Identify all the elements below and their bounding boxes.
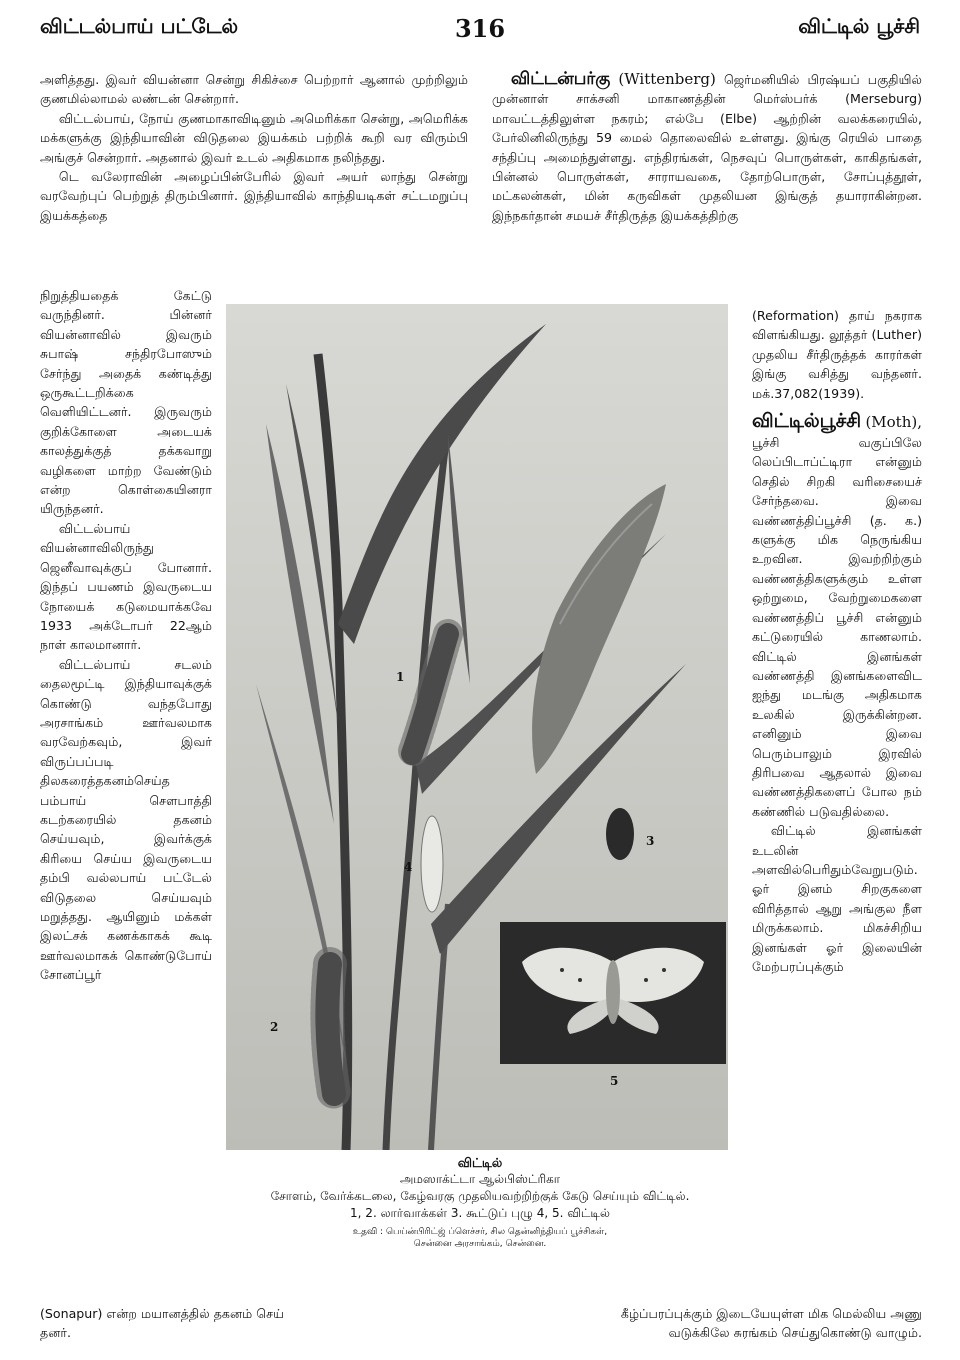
caption-credit-line: உதவி : பெய்ன்பிரிட்ஜ் ப்ளெச்சர், சில தென்னிந்தியப் பூச்சிகள், xyxy=(352,1227,608,1237)
running-head-right: விட்டில் பூச்சி xyxy=(798,14,920,38)
figure-label-3: 3 xyxy=(646,834,655,848)
article-wittenberg xyxy=(492,70,922,225)
caption-parts: 1, 2. லார்வாக்கள் 3. கூட்டுப் புழு 4, 5. விட்டில் xyxy=(350,1206,610,1220)
moth-inset-photo xyxy=(500,922,726,1064)
article-heading: விட்டன்பர்கு xyxy=(510,69,611,89)
running-head-left: விட்டல்பாய் பட்டேல் xyxy=(40,14,239,38)
caption-title: விட்டில் xyxy=(457,1155,503,1170)
article-heading-latin: (Wittenberg) xyxy=(618,70,716,88)
figure-label-2: 2 xyxy=(270,1020,279,1034)
paragraph: விட்டல்பாய் வியன்னாவிலிருந்து ஜெனீவாவுக்குப் போனார். இந்தப் பயணம் இவருடைய நோயைக் கடுமையாக்கவே 1933 அக்டோபர் 22ஆம் நாள் காலமானார். xyxy=(40,520,212,653)
figure-caption xyxy=(200,1154,760,1250)
article-text: ஜெர்மனியில் பிரஷ்யப் பகுதியில் முன்னாள் சாக்சனி மாகாணத்தின் மெர்ஸ்பர்க் (Merseburg) மாவட்டத்திலுள்ள நகரம்; எல்பே (Elbe) ஆற்றின் வலக்கரையில், பேர்லினிலிருந்து 59 மைல் தொலைவில் உள்ளது. இங்கு ரெயில் பாதை சந்திப்பு அமைந்துள்ளது. எந்திரங்கள், நெசவுப் பொருள்கள், காகிதங்கள், பின்னல் பொருள்கள், சாராயவகை, தோற்பொருள், சோப்புத்தூள், மட்கலன்கள், மின் கருவிகள் முதலியன இங்குத் தயாராகின்றன. இந்நகர்தான் சமயச் சீர்திருத்த இயக்கத்திற்கு xyxy=(492,72,922,223)
bottom-left-text: தனர். xyxy=(40,1325,71,1341)
left-column-top xyxy=(40,70,468,225)
paragraph: விட்டல்பாய், நோய் குணமாகாவிடினும் அமெரிக்கா சென்று, அமெரிக்க மக்களுக்கு இந்தியாவின் விடுதலை இயக்கம் பற்றிக் கூறி வர விரும்பி அங்குச் சென்றார். அதனால் இவர் உடல் அதிகமாக நலிந்தது. xyxy=(40,110,468,165)
left-column-narrow xyxy=(40,286,212,985)
spread-moth-illustration xyxy=(500,922,726,1064)
paragraph: பூச்சி வகுப்பிலே லெப்பிடாப்ட்டிரா என்னும் செதில் சிறகி வரிசையைச் சேர்ந்தவை. இவை வண்ணத்திப்பூச்சி (த. க.) களுக்கு மிக நெருங்கிய உறவின. இவற்றிற்கும் வண்ணத்திகளுக்கும் உள்ள ஒற்றுமை, வேற்றுமைகளை வண்ணத்திப் பூச்சி என்னும் கட்டுரையில் காணலாம். விட்டில் இனங்கள் வண்ணத்தி இனங்களைவிட ஐந்து மடங்கு அதிகமாக உலகில் இருக்கின்றன. எனினும் இவை பெரும்பாலும் இரவில் திரிபவை ஆதலால் இவை வண்ணத்திகளைப் போல நம் கண்ணில் படுவதில்லை. xyxy=(752,435,922,819)
paragraph: டெ வலேராவின் அழைப்பின்பேரில் இவர் அயர் லாந்து சென்று வரவேற்புப் பெற்றுத் திரும்பினார். இந்தியாவில் காந்தியடிகள் சட்டமறுப்பு இயக்கத்தை xyxy=(40,169,468,223)
article-heading-moth-latin: (Moth), xyxy=(865,413,922,432)
figure-label-4: 4 xyxy=(404,860,413,874)
moth-photograph xyxy=(226,304,728,1150)
bottom-right-text: கீழ்ப்பரப்புக்கும் இடையேயுள்ள மிக மெல்லிய அணு xyxy=(620,1306,922,1321)
paragraph: நிறுத்தியதைக் கேட்டு வருந்தினர். பின்னர் வியன்னாவில் இவரும் சுபாஷ் சந்திரபோஸும் சேர்ந்து அதைக் கண்டித்து ஒருகூட்டறிக்கை வெளியிட்டனர். இருவரும் குறிக்கோளை அடையக் காலத்துக்குத் தக்கவாறு வழிகளை மாற்ற வேண்டும் என்ற கொள்கையினரா யிருந்தனர். xyxy=(40,288,212,517)
paragraph: அளித்தது. இவர் வியன்னா சென்று சிகிச்சை பெற்றார் ஆனால் முற்றிலும் குணமில்லாமல் லண்டன் சென்றார். xyxy=(40,72,468,107)
right-column-narrow xyxy=(752,306,922,976)
bottom-right-text: வடுக்கிலே சுரங்கம் செய்துகொண்டு வாழும். xyxy=(668,1325,922,1341)
caption-species: அமஸாக்ட்டா ஆல்பிஸ்ட்ரிகா xyxy=(399,1172,561,1186)
page-number: 316 xyxy=(454,14,506,43)
article-heading-moth: விட்டில்பூச்சி xyxy=(752,410,862,433)
paragraph: விட்டில் இனங்கள் உடலின் அளவில்பெரிதும்வேறுபடும். ஓர் இனம் சிறகுகளை விரித்தால் ஆறு அங்குல நீள மிருக்கலாம். மிகச்சிறிய இனங்கள் ஓர் இலையின் மேற்பரப்புக்கும் xyxy=(752,823,922,974)
caption-credit xyxy=(200,1226,760,1250)
article-text-continued: (Reformation) தாய் நகராக விளங்கியது. லூத்தர் (Luther) முதலிய சீர்திருத்தக் காரர்கள் இங்கு வசித்து வந்தனர். மக்.37,082(1939). xyxy=(752,308,922,401)
bottom-left-text: (Sonapur) என்ற மயானத்தில் தகனம் செய் xyxy=(40,1306,284,1321)
caption-description: சோளம், வேர்க்கடலை, கேழ்வரகு முதலியவற்றிற்குக் கேடு செய்யும் விட்டில். xyxy=(270,1189,690,1203)
figure-label-1: 1 xyxy=(396,670,405,684)
bottom-lines xyxy=(40,1304,922,1343)
caption-credit-line: சென்னை அரசாங்கம், சென்னை. xyxy=(413,1239,547,1249)
paragraph: விட்டல்பாய் சடலம் தைலமூட்டி இந்தியாவுக்குக் கொண்டு வந்தபோது அரசாங்கம் ஊர்வலமாக வரவேற்கவும், இவர் விருப்பப்படி திலகரைத்தகனம்செய்த பம்பாய் சௌபாத்தி கடற்கரையில் தகனம் செய்யவும், இவர்க்குக் கிரியை செய்ய இவருடைய தம்பி வல்லபாய் பட்டேல் விடுதலை செய்யவும் மறுத்தது. ஆயினும் மக்கள் இலட்சக் கணக்காகக் கூடி ஊர்வலமாகக் கொண்டுபோய் சோனப்பூர் xyxy=(40,656,212,983)
figure-label-5: 5 xyxy=(610,1074,619,1088)
